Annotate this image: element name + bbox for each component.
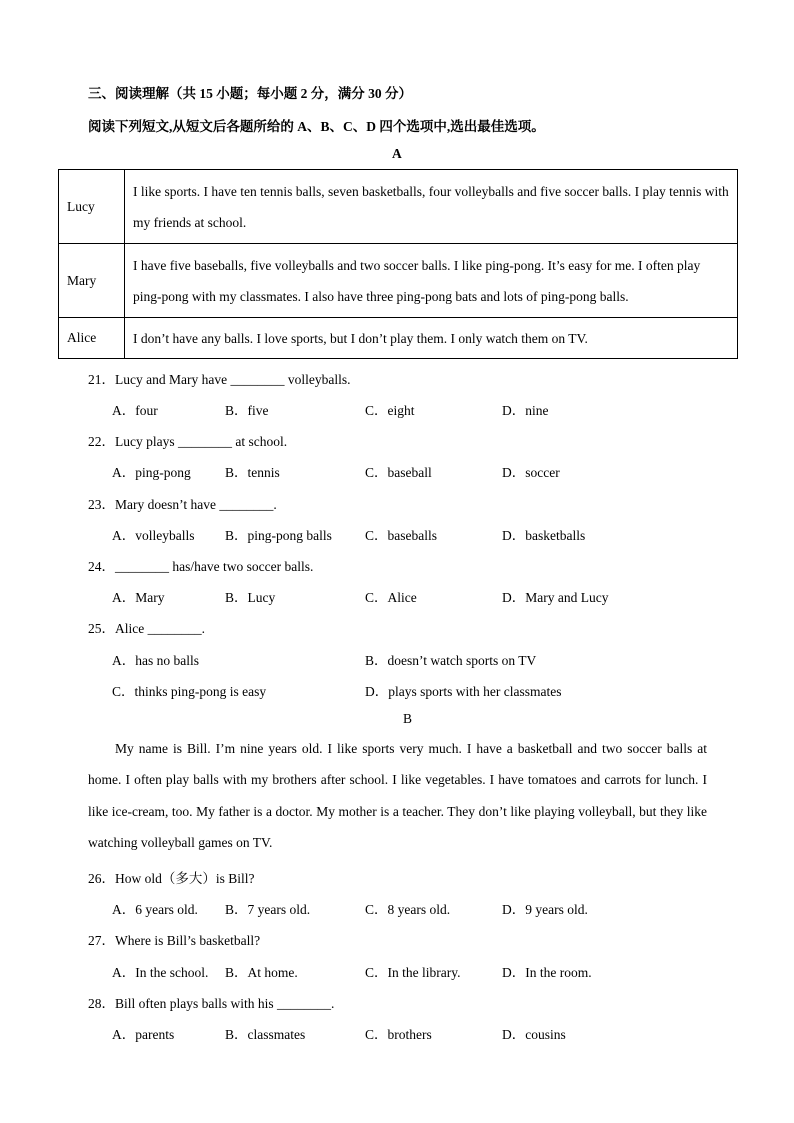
row-text: I have five baseballs, five volleyballs and two soccer balls. I like ping-pong. It’s easy for me. I often play ping-pong with my classmates. I also have three ping-pong bats and lots of ping-pong balls. — [125, 244, 738, 318]
option-d[interactable]: D．nine — [502, 403, 549, 418]
option-c[interactable]: C．In the library. — [365, 965, 461, 980]
row-name: Lucy — [59, 170, 125, 244]
option-c[interactable]: C．8 years old. — [365, 902, 451, 917]
option-b[interactable]: B．At home. — [225, 965, 298, 980]
section-title: 三、阅读理解（共 15 小题；每小题 2 分，满分 30 分） — [88, 86, 412, 101]
question-28: 28．Bill often plays balls with his ________. — [88, 996, 335, 1011]
option-d[interactable]: D．In the room. — [502, 965, 592, 980]
option-a[interactable]: A．volleyballs — [112, 528, 195, 543]
row-text: I like sports. I have ten tennis balls, seven basketballs, four volleyballs and five soccer balls. I play tennis with my friends at school. — [125, 170, 738, 244]
table-row — [59, 318, 738, 359]
passage-a-table — [58, 169, 738, 359]
question-24: 24．________ has/have two soccer balls. — [88, 559, 314, 574]
question-27: 27．Where is Bill’s basketball? — [88, 933, 261, 948]
option-a[interactable]: A．four — [112, 403, 158, 418]
question-23: 23．Mary doesn’t have ________. — [88, 497, 277, 512]
option-c[interactable]: C．baseball — [365, 465, 432, 480]
passage-a-label: A — [392, 146, 402, 161]
option-a[interactable]: A．In the school. — [112, 965, 209, 980]
passage-b-label: B — [403, 711, 413, 726]
option-c[interactable]: C．thinks ping-pong is easy — [112, 684, 267, 699]
table-row — [59, 170, 738, 244]
row-name: Alice — [59, 318, 125, 359]
option-d[interactable]: D．cousins — [502, 1027, 566, 1042]
option-b[interactable]: B．ping-pong balls — [225, 528, 332, 543]
option-c[interactable]: C．brothers — [365, 1027, 432, 1042]
option-b[interactable]: B．doesn’t watch sports on TV — [365, 653, 537, 668]
passage-b-body: My name is Bill. I’m nine years old. I like sports very much. I have a basketball and two soccer balls at home. I often play balls with my brothers after school. I like vegetables. I have tomatoes and carrots for lunch. I like ice-cream, too. My father is a doctor. My mother is a teacher. They don’t like playing volleyball, but they like watching volleyball games on TV. — [88, 741, 707, 850]
section-instruction: 阅读下列短文,从短文后各题所给的 A、B、C、D 四个选项中,选出最佳选项。 — [88, 119, 545, 134]
option-d[interactable]: D．9 years old. — [502, 902, 588, 917]
table-row — [59, 244, 738, 318]
option-c[interactable]: C．Alice — [365, 590, 417, 605]
option-a[interactable]: A．Mary — [112, 590, 165, 605]
option-a[interactable]: A．parents — [112, 1027, 175, 1042]
option-b[interactable]: B．7 years old. — [225, 902, 311, 917]
option-d[interactable]: D．Mary and Lucy — [502, 590, 609, 605]
row-name: Mary — [59, 244, 125, 318]
option-b[interactable]: B．five — [225, 403, 269, 418]
passage-b-text — [88, 733, 707, 858]
option-a[interactable]: A．has no balls — [112, 653, 199, 668]
option-d[interactable]: D．plays sports with her classmates — [365, 684, 562, 699]
option-a[interactable]: A．6 years old. — [112, 902, 198, 917]
question-26: 26．How old（多大）is Bill? — [88, 871, 255, 886]
option-c[interactable]: C．eight — [365, 403, 415, 418]
row-text: I don’t have any balls. I love sports, but I don’t play them. I only watch them on TV. — [125, 318, 738, 359]
option-d[interactable]: D．soccer — [502, 465, 560, 480]
option-b[interactable]: B．tennis — [225, 465, 280, 480]
option-d[interactable]: D．basketballs — [502, 528, 586, 543]
option-c[interactable]: C．baseballs — [365, 528, 437, 543]
question-21: 21．Lucy and Mary have ________ volleyballs. — [88, 372, 351, 387]
option-b[interactable]: B．classmates — [225, 1027, 306, 1042]
option-a[interactable]: A．ping-pong — [112, 465, 191, 480]
question-25: 25．Alice ________. — [88, 621, 205, 636]
option-b[interactable]: B．Lucy — [225, 590, 276, 605]
question-22: 22．Lucy plays ________ at school. — [88, 434, 288, 449]
